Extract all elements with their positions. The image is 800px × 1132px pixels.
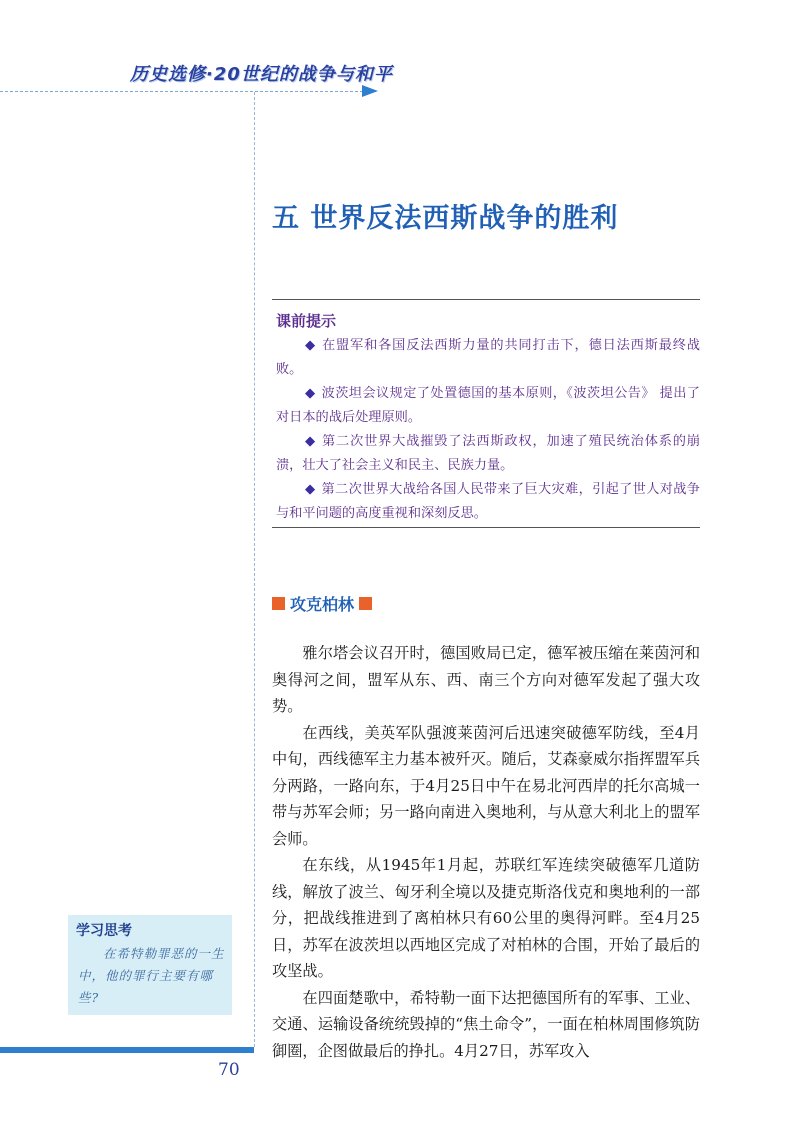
preview-bottom-rule [272,527,700,528]
body-text [272,640,700,1064]
preview-item-text: 波茨坦会议规定了处置德国的基本原则，《波茨坦公告》 提出了对日本的战后处理原则。 [276,386,700,425]
preview-item-text: 第二次世界大战给各国人民带来了巨大灾难，引起了世人对战争与和平问题的高度重视和深刻反思。 [276,482,700,521]
orange-square-icon [272,597,285,610]
preview-item-text: 在盟军和各国反法西斯力量的共同打击下，德日法西斯最终战败。 [276,338,700,377]
preview-item [276,334,700,382]
orange-square-icon [359,597,372,610]
diamond-bullet-icon: ◆ [305,386,316,401]
study-question: 在希特勒罪恶的一生中，他的罪行主要有哪些? [78,946,225,1005]
page-number: 70 [218,1060,240,1080]
preview-item [276,382,700,430]
body-paragraph: 在四面楚歌中，希特勒一面下达把德国所有的军事、工业、交通、运输设备统统毁掉的“焦土命令”，一面在柏林周围修筑防御圈，企图做最后的挣扎。4月27日，苏军攻入 [272,988,700,1060]
preview-heading: 课前提示 [276,312,337,330]
preview-list [276,334,700,526]
body-paragraph: 雅尔塔会议召开时，德国败局已定，德军被压缩在莱茵河和奥得河之间，盟军从东、西、南三个方向对德军发起了强大攻势。 [272,644,700,715]
body-paragraph: 在西线，美英军队强渡莱茵河后迅速突破德军防线，至4月中旬，西线德军主力基本被歼灭。随后，艾森豪威尔指挥盟军兵分两路，一路向东，于4月25日中午在易北河西岸的托尔高城一带与苏军会师；另一路向南进入奥地利，与从意大利北上的盟军会师。 [272,723,700,848]
study-box [68,915,232,1015]
diamond-bullet-icon: ◆ [305,434,317,449]
margin-rule [254,92,255,1047]
preview-top-rule [272,299,700,300]
footer-bar [0,1047,254,1053]
body-paragraph: 在东线，从1945年1月起，苏联红军连续突破德军几道防线，解放了波兰、匈牙利全境以及捷克斯洛伐克和奥地利的一部分，把战线推进到了离柏林只有60公里的奥得河畔。至4月25日，苏军在波茨坦以西地区完成了对柏林的合围，开始了最后的攻坚战。 [272,856,700,980]
preview-item [276,478,700,526]
section-heading [272,592,372,615]
section-heading-text: 攻克柏林 [290,595,355,614]
header-rule [0,91,368,92]
study-heading: 学习思考 [76,923,132,939]
header-arrow-icon [362,85,378,97]
preview-item [276,430,700,478]
lesson-title: 五 世界反法西斯战争的胜利 [272,203,619,234]
diamond-bullet-icon: ◆ [305,338,317,353]
diamond-bullet-icon: ◆ [305,482,316,497]
book-title: 历史选修·20世纪的战争与和平 [130,64,393,85]
preview-item-text: 第二次世界大战摧毁了法西斯政权，加速了殖民统治体系的崩溃，壮大了社会主义和民主、民族力量。 [276,434,700,473]
